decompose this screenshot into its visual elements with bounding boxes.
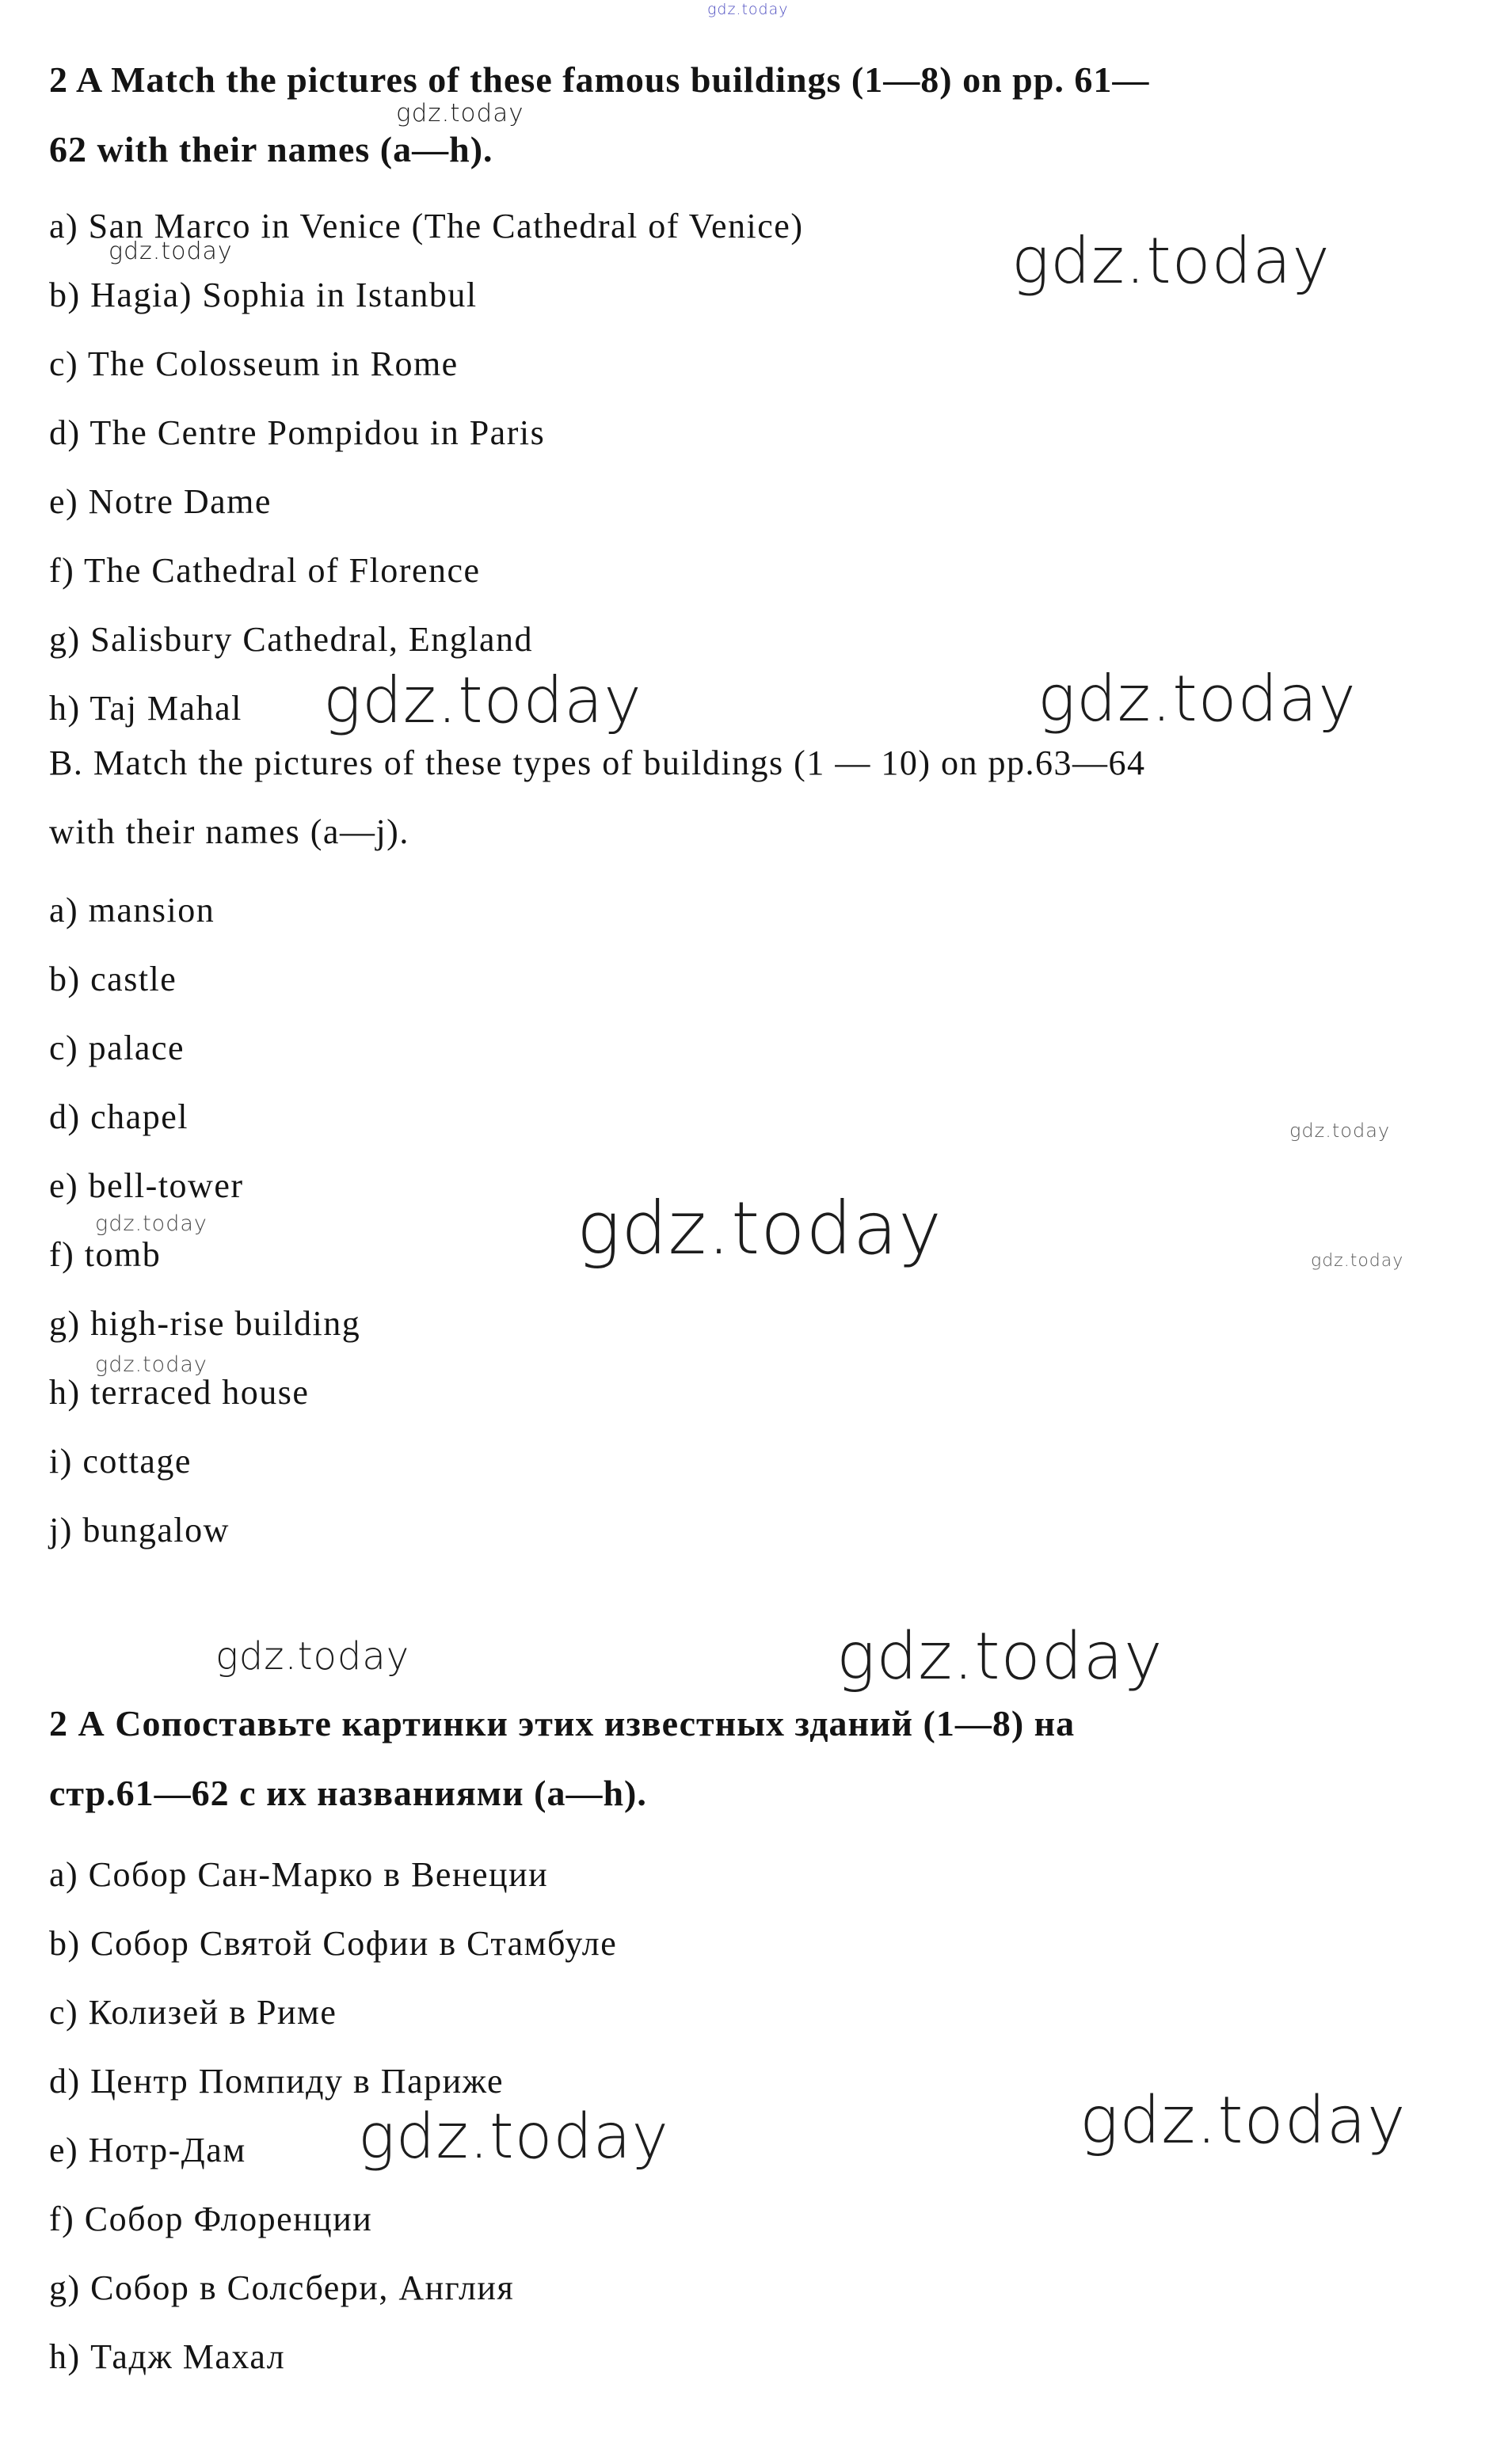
en-b-item-g: g) high-rise building — [49, 1304, 361, 1343]
ru-item-g: g) Собор в Солсбери, Англия — [49, 2268, 515, 2307]
en-item-c: c) The Colosseum in Rome — [49, 344, 459, 383]
en-b-item-j: j) bungalow — [49, 1511, 230, 1550]
watermark-center-large: gdz.today — [577, 1186, 943, 1271]
watermark-above-terraced-house: gdz.today — [95, 1352, 208, 1377]
en-b-item-i: i) cottage — [49, 1442, 192, 1481]
heading-en-line2: 62 with their names (a—h). — [49, 129, 493, 169]
heading-en-b-line1: B. Match the pictures of these types of buildings (1 — 10) on pp.63—64 — [49, 743, 1146, 782]
watermark-above-ru-heading-left: gdz.today — [215, 1634, 410, 1679]
watermark-top: gdz.today — [707, 1, 789, 18]
watermark-above-tomb: gdz.today — [95, 1211, 208, 1236]
ru-item-e: e) Нотр-Дам — [49, 2131, 246, 2169]
ru-item-f: f) Собор Флоренции — [49, 2200, 373, 2238]
ru-item-b: b) Собор Святой Софии в Стамбуле — [49, 1924, 618, 1963]
ru-item-a: а) Собор Сан-Марко в Венеции — [49, 1855, 549, 1894]
watermark-right-of-tomb: gdz.today — [1311, 1251, 1404, 1271]
watermark-after-item-a: gdz.today — [109, 238, 233, 265]
en-b-item-e: e) bell-tower — [49, 1166, 244, 1205]
en-b-item-c: c) palace — [49, 1029, 185, 1067]
en-b-item-b: b) castle — [49, 960, 177, 998]
heading-en-line1: 2 A Match the pictures of these famous buildings (1—8) on pp. 61— — [49, 59, 1150, 100]
watermark-above-ru-heading-right: gdz.today — [836, 1619, 1163, 1694]
watermark-right-of-item-b: gdz.today — [1011, 224, 1331, 298]
watermark-right-of-chapel: gdz.today — [1289, 1120, 1391, 1142]
en-b-item-a: a) mansion — [49, 891, 215, 930]
en-b-item-h: h) terraced house — [49, 1373, 310, 1412]
en-item-b: b) Hagia) Sophia in Istanbul — [49, 276, 478, 314]
heading-ru-line2: стр.61—62 с их названиями (а—h). — [49, 1773, 647, 1813]
en-item-h: h) Taj Mahal — [49, 689, 242, 728]
en-item-e: e) Notre Dame — [49, 482, 272, 521]
watermark-under-heading: gdz.today — [396, 99, 524, 127]
en-item-a: a) San Marco in Venice (The Cathedral of Venice) — [49, 207, 804, 245]
watermark-right-of-notre-dame: gdz.today — [1080, 2083, 1407, 2158]
watermark-right-of-taj-mahal: gdz.today — [1038, 662, 1357, 736]
en-item-d: d) The Centre Pompidou in Paris — [49, 413, 546, 452]
watermark-after-taj-mahal: gdz.today — [323, 664, 642, 737]
watermark-after-notre-dame: gdz.today — [358, 2101, 669, 2173]
ru-item-c: c) Колизей в Риме — [49, 1993, 337, 2032]
heading-en-b-line2: with their names (a—j). — [49, 812, 409, 851]
en-b-item-f: f) tomb — [49, 1235, 162, 1274]
en-item-f: f) The Cathedral of Florence — [49, 551, 481, 590]
en-b-item-d: d) chapel — [49, 1097, 189, 1136]
ru-item-h: h) Тадж Махал — [49, 2337, 286, 2376]
heading-ru-line1: 2 А Сопоставьте картинки этих известных зданий (1—8) на — [49, 1703, 1076, 1743]
en-item-g: g) Salisbury Cathedral, England — [49, 620, 534, 659]
ru-item-d: d) Центр Помпиду в Париже — [49, 2062, 505, 2101]
